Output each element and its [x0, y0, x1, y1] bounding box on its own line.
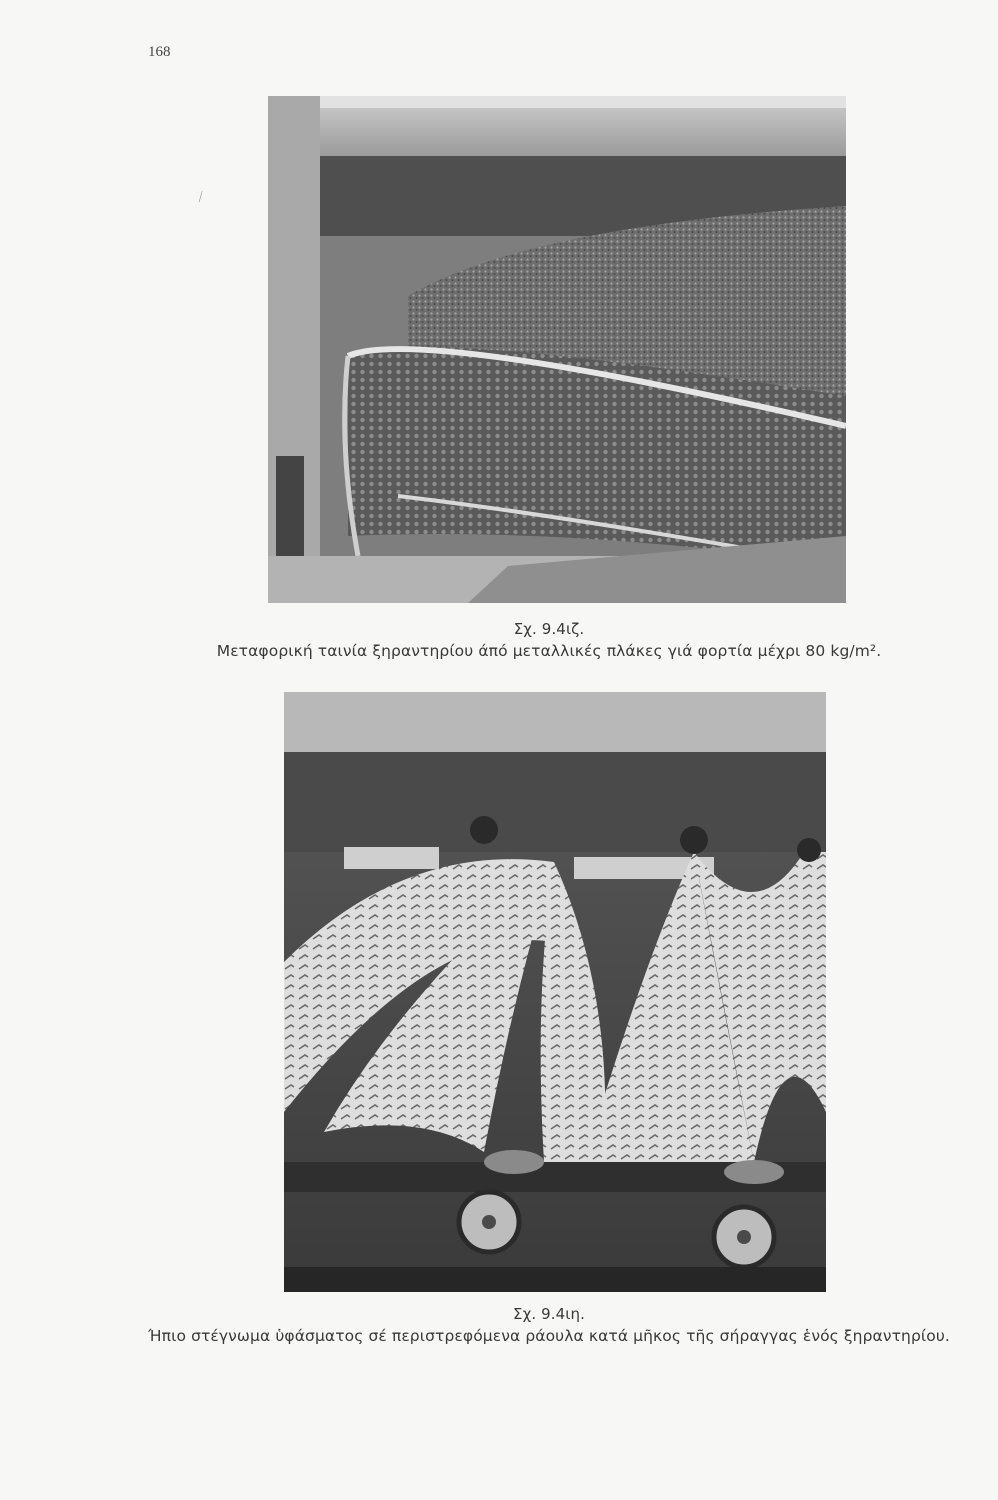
figure-caption-text-2: Ήπιο στέγνωμα ὑφάσματος σέ περιστρεφόμενα ράουλα κατά μῆκος τῆς σήραγγας ἑνός ξηραντηρίου. — [148, 1327, 950, 1345]
figure-number-2: Σχ. 9.4ιη. — [513, 1305, 585, 1323]
figure-caption-2 — [100, 1305, 998, 1345]
figure-fabric-rollers-photo — [284, 692, 826, 1292]
margin-mark: ⁄ — [197, 190, 205, 205]
figure-caption-text-1: Μεταφορική ταινία ξηραντηρίου άπό μεταλλικές πλάκες γιά φορτία μέχρι 80 kg/m². — [216, 642, 882, 660]
figure-conveyor-belt-photo — [268, 96, 846, 603]
figure-caption-1 — [120, 620, 978, 660]
page-number: 168 — [148, 44, 171, 60]
figure-number-1: Σχ. 9.4ιζ. — [513, 620, 585, 638]
